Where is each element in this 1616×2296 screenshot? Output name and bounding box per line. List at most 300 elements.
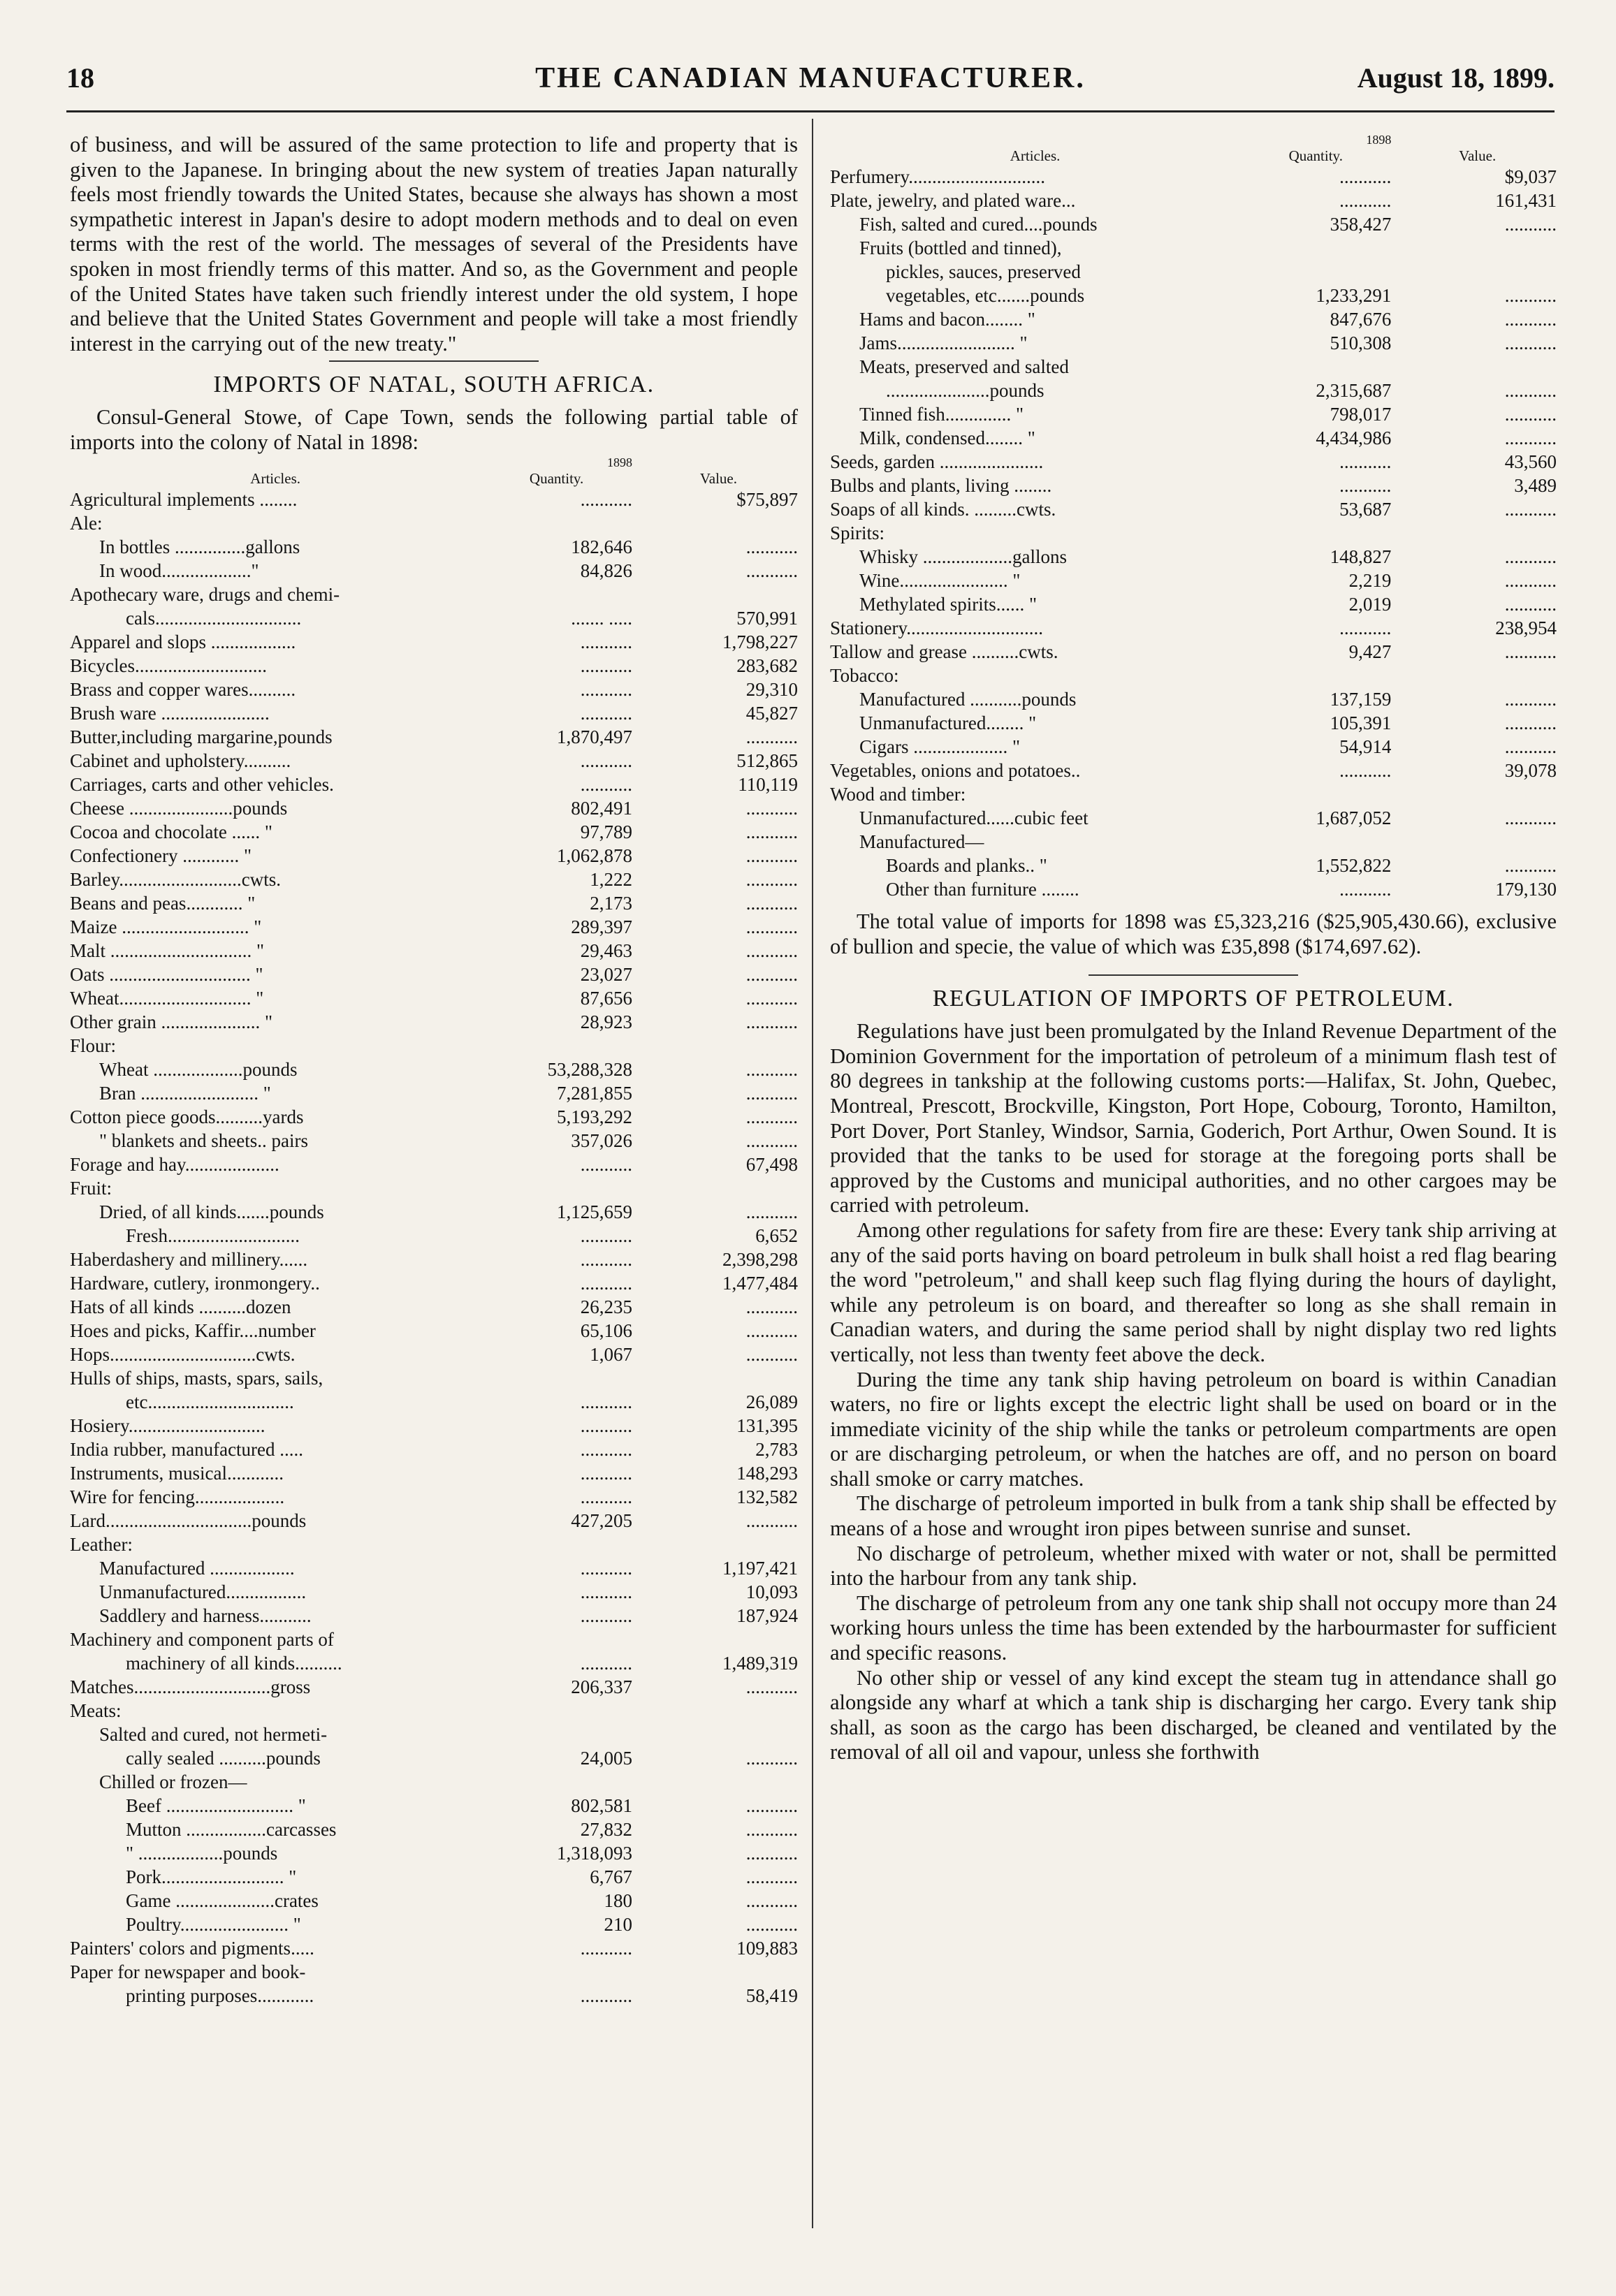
table-row	[70, 1889, 798, 1913]
value-cell	[639, 1628, 798, 1651]
value-cell: ...........	[745, 1913, 798, 1935]
quantity-cell: 105,391	[1330, 712, 1392, 733]
section-rule	[1089, 974, 1298, 976]
year-label: 1898	[606, 455, 632, 469]
quantity-cell: ...........	[580, 1248, 632, 1270]
value-cell: 2,783	[755, 1438, 798, 1460]
article-cell: Chilled or frozen—	[99, 1771, 247, 1792]
table-row	[70, 1651, 798, 1675]
quantity-cell: 847,676	[1330, 309, 1392, 330]
value-cell: ...........	[745, 1794, 798, 1816]
value-cell: 148,293	[736, 1462, 798, 1484]
value-cell	[639, 1960, 798, 1984]
value-header: Value.	[1459, 147, 1497, 164]
table-row	[70, 535, 798, 559]
quantity-cell: ...........	[580, 1652, 632, 1674]
value-cell: 29,310	[745, 678, 798, 700]
value-cell: ...........	[1504, 499, 1557, 520]
table-row	[830, 830, 1557, 854]
article-cell: Other than furniture ........	[886, 879, 1079, 900]
table-row	[70, 773, 798, 796]
article-paragraph: The discharge of petroleum from any one tank ship shall not occupy more than 24 working hours unless the time has been extended by the harbourmaster for sufficient and specific reasons.	[830, 1591, 1557, 1665]
article-cell: Brass and copper wares..........	[70, 678, 296, 700]
value-cell	[639, 1034, 798, 1058]
value-cell	[639, 1533, 798, 1556]
value-cell: ...........	[745, 1296, 798, 1317]
article-cell: cally sealed ..........pounds	[126, 1747, 321, 1769]
quantity-cell: 510,308	[1330, 332, 1392, 353]
article-cell: Apothecary ware, drugs and chemi-	[70, 583, 340, 605]
quantity-cell: ...........	[580, 655, 632, 676]
quantity-cell: ...........	[580, 1391, 632, 1412]
table-row	[70, 1129, 798, 1153]
value-cell	[639, 1770, 798, 1794]
article-cell: Whisky ...................gallons	[859, 546, 1067, 567]
article-cell: Other grain ..................... "	[70, 1011, 272, 1032]
value-cell: ...........	[1504, 214, 1557, 235]
value-cell	[1398, 830, 1557, 854]
article-cell: Spirits:	[830, 522, 885, 543]
quantity-cell: ...........	[580, 1937, 632, 1959]
quantity-cell: ...........	[580, 1414, 632, 1436]
quantity-cell: 798,017	[1330, 404, 1392, 425]
table-row	[70, 1865, 798, 1889]
article-cell: Game .....................crates	[126, 1889, 319, 1911]
value-cell: ...........	[745, 1058, 798, 1080]
value-cell: 43,560	[1504, 451, 1557, 472]
table-row	[70, 986, 798, 1010]
article-cell: printing purposes............	[126, 1984, 314, 2006]
quantity-header	[481, 455, 639, 488]
article-cell: Cotton piece goods..........yards	[70, 1106, 304, 1127]
article-cell: Butter,including margarine,pounds	[70, 726, 333, 747]
left-column	[70, 133, 798, 2008]
article-cell: ......................pounds	[886, 380, 1044, 401]
value-cell: 179,130	[1495, 879, 1557, 900]
article-cell: Forage and hay....................	[70, 1153, 279, 1175]
value-cell: ...........	[745, 963, 798, 985]
quantity-cell: 53,687	[1339, 499, 1392, 520]
article-cell: Cocoa and chocolate ...... "	[70, 821, 272, 842]
quantity-cell: 1,125,659	[556, 1201, 632, 1222]
value-cell: 1,477,484	[722, 1272, 798, 1294]
table-row	[70, 820, 798, 844]
article-cell: Stationery.............................	[830, 617, 1043, 638]
value-cell: 283,682	[736, 655, 798, 676]
article-cell: Boards and planks.. "	[886, 855, 1047, 876]
article-cell: Unmanufactured.................	[99, 1581, 307, 1602]
table-row	[70, 1604, 798, 1628]
article-cell: Meats:	[70, 1699, 122, 1721]
quantity-cell: ...........	[580, 1557, 632, 1579]
table-row	[70, 1841, 798, 1865]
table-row	[70, 488, 798, 511]
value-cell: 1,197,421	[722, 1557, 798, 1579]
total-imports-paragraph: The total value of imports for 1898 was £5,323,216 ($25,905,430.66), exclusive of bullion and specie, the value of which was £35,898 ($174,697.62).	[830, 909, 1557, 958]
article-cell: Mutton .................carcasses	[126, 1818, 337, 1840]
article-cell: Painters' colors and pigments.....	[70, 1937, 314, 1959]
quantity-cell	[1240, 260, 1398, 284]
article-cell: Hops...............................cwts.	[70, 1343, 296, 1365]
value-cell: ...........	[745, 939, 798, 961]
quantity-cell: 206,337	[571, 1676, 632, 1697]
quantity-cell	[481, 511, 639, 535]
page-number: 18	[66, 62, 94, 94]
table-row	[830, 236, 1557, 260]
value-cell: ...........	[1504, 641, 1557, 662]
value-cell: 187,924	[736, 1604, 798, 1626]
table-row	[70, 1153, 798, 1176]
year-label: 1898	[1366, 133, 1392, 147]
table-row	[70, 630, 798, 654]
quantity-cell	[481, 1176, 639, 1200]
table-row	[70, 1176, 798, 1200]
article-cell: Instruments, musical............	[70, 1462, 284, 1484]
quantity-cell: 97,789	[580, 821, 632, 842]
article-cell: Hams and bacon........ "	[859, 309, 1035, 330]
table-row	[70, 1485, 798, 1509]
article-cell: Plate, jewelry, and plated ware...	[830, 190, 1076, 211]
table-row	[830, 450, 1557, 474]
quantity-cell	[481, 1628, 639, 1651]
value-cell: $9,037	[1504, 166, 1557, 187]
table-row	[70, 891, 798, 915]
table-row	[830, 806, 1557, 830]
table-row	[70, 1390, 798, 1414]
article-cell: In wood..................."	[99, 560, 259, 581]
value-cell: 110,119	[738, 773, 798, 795]
table-row	[70, 1200, 798, 1224]
table-row	[70, 844, 798, 868]
header-rule	[66, 110, 1555, 112]
quantity-cell: ...........	[580, 1153, 632, 1175]
quantity-cell: 180	[604, 1889, 632, 1911]
value-cell: ...........	[745, 1011, 798, 1032]
article-cell: " blankets and sheets.. pairs	[99, 1129, 308, 1151]
table-row	[70, 654, 798, 678]
article-cell: Hosiery.............................	[70, 1414, 265, 1436]
value-cell: ...........	[1504, 570, 1557, 591]
value-cell: $75,897	[736, 488, 798, 510]
article-cell: Salted and cured, not hermeti-	[99, 1723, 328, 1745]
table-row	[70, 1034, 798, 1058]
table-row	[70, 1675, 798, 1699]
value-cell: ...........	[1504, 380, 1557, 401]
quantity-cell: 357,026	[571, 1129, 632, 1151]
quantity-cell	[1240, 664, 1398, 687]
quantity-cell: 26,235	[580, 1296, 632, 1317]
value-cell: ...........	[745, 1106, 798, 1127]
article-cell: Beef ........................... "	[126, 1794, 306, 1816]
column-divider	[812, 119, 813, 2228]
article-cell: Poultry....................... "	[126, 1913, 301, 1935]
article-cell: Hulls of ships, masts, spars, sails,	[70, 1367, 323, 1389]
table-row	[70, 1556, 798, 1580]
value-cell: ...........	[745, 987, 798, 1009]
quantity-cell: 53,288,328	[547, 1058, 632, 1080]
value-cell: ...........	[745, 1842, 798, 1864]
article-cell: Paper for newspaper and book-	[70, 1961, 306, 1982]
table-row	[830, 735, 1557, 759]
table-row	[830, 592, 1557, 616]
article-cell: Manufactured ..................	[99, 1557, 295, 1579]
quantity-cell: ...........	[1339, 166, 1392, 187]
table-row	[70, 1010, 798, 1034]
article-cell: Brush ware .......................	[70, 702, 270, 724]
article-cell: Dried, of all kinds.......pounds	[99, 1201, 324, 1222]
value-cell	[1398, 782, 1557, 806]
value-cell: 2,398,298	[722, 1248, 798, 1270]
article-cell: Wheat ...................pounds	[99, 1058, 298, 1080]
table-row	[70, 1319, 798, 1343]
table-row	[830, 687, 1557, 711]
article-cell: machinery of all kinds..........	[126, 1652, 342, 1674]
value-cell: 161,431	[1495, 190, 1557, 211]
table-row	[70, 583, 798, 606]
quantity-cell: 148,827	[1330, 546, 1392, 567]
article-cell: Manufactured—	[859, 831, 984, 852]
value-cell: ...........	[745, 1889, 798, 1911]
table-row	[830, 260, 1557, 284]
quantity-cell: ...........	[580, 488, 632, 510]
table-row	[830, 640, 1557, 664]
value-cell: 570,991	[736, 607, 798, 629]
value-cell: ...........	[745, 1818, 798, 1840]
article-cell: vegetables, etc.......pounds	[886, 285, 1085, 306]
quantity-header-label: Quantity.	[529, 469, 584, 487]
quantity-cell: 23,027	[580, 963, 632, 985]
article-cell: Apparel and slops ..................	[70, 631, 296, 652]
quantity-cell: ...........	[1339, 617, 1392, 638]
table-row	[70, 915, 798, 939]
quantity-cell: 1,067	[590, 1343, 632, 1365]
article-cell: Perfumery.............................	[830, 166, 1045, 187]
quantity-cell: 2,219	[1348, 570, 1392, 591]
table-row	[70, 678, 798, 701]
table-row	[830, 616, 1557, 640]
quantity-cell: 27,832	[580, 1818, 632, 1840]
section-rule	[329, 360, 539, 362]
table-row	[830, 545, 1557, 569]
article-cell: Bulbs and plants, living ........	[830, 475, 1052, 496]
quantity-cell: 1,318,093	[556, 1842, 632, 1864]
table-row	[830, 331, 1557, 355]
value-cell: ...........	[1504, 594, 1557, 615]
value-cell: 10,093	[745, 1581, 798, 1602]
table-row	[830, 854, 1557, 877]
table-row	[830, 307, 1557, 331]
natal-imports-heading: IMPORTS OF NATAL, SOUTH AFRICA.	[213, 372, 655, 398]
value-cell: 58,419	[745, 1984, 798, 2006]
article-paragraph: No other ship or vessel of any kind except the steam tug in attendance shall go alongside any wharf at which a tank ship is discharging her cargo. Every tank ship shall, as soon as the cargo has been discharged, be cleaned and ventilated by the removal of all oil and vapour, unless she forthwith	[830, 1665, 1557, 1764]
value-cell: ...........	[1504, 546, 1557, 567]
quantity-cell: ...........	[580, 1224, 632, 1246]
quantity-cell: 802,581	[571, 1794, 632, 1816]
table-row	[70, 1105, 798, 1129]
table-row	[830, 569, 1557, 592]
article-cell: Wine....................... "	[859, 570, 1021, 591]
article-cell: Vegetables, onions and potatoes..	[830, 760, 1081, 781]
natal-imports-table	[70, 455, 798, 2008]
article-cell: Seeds, garden ......................	[830, 451, 1044, 472]
value-cell: ...........	[745, 1082, 798, 1104]
article-cell: Matches.............................gross	[70, 1676, 311, 1697]
quantity-cell: ...........	[580, 1486, 632, 1507]
table-row	[70, 1461, 798, 1485]
table-row	[70, 1818, 798, 1841]
value-cell: 6,652	[755, 1224, 798, 1246]
article-cell: Tobacco:	[830, 665, 899, 686]
table-row	[70, 1271, 798, 1295]
table-header-row	[70, 455, 798, 488]
table-row	[70, 1438, 798, 1461]
article-cell: Leather:	[70, 1533, 133, 1555]
value-cell	[639, 511, 798, 535]
article-cell: Malt .............................. "	[70, 939, 265, 961]
table-row	[70, 1794, 798, 1818]
quantity-header-label: Quantity.	[1288, 147, 1343, 164]
value-cell	[639, 1366, 798, 1390]
quantity-cell: ...........	[580, 1462, 632, 1484]
article-cell: Confectionery ............ "	[70, 844, 252, 866]
value-cell: ...........	[745, 1343, 798, 1365]
table-header-row	[830, 133, 1557, 165]
table-row	[70, 1081, 798, 1105]
table-row	[70, 1699, 798, 1723]
value-cell: ...........	[745, 1509, 798, 1531]
quantity-cell: ...........	[1339, 190, 1392, 211]
article-cell: Tinned fish.............. "	[859, 404, 1024, 425]
article-cell: Saddlery and harness...........	[99, 1604, 312, 1626]
table-row	[70, 1770, 798, 1794]
quantity-cell: 137,159	[1330, 689, 1392, 710]
table-row	[830, 379, 1557, 402]
quantity-cell	[481, 1034, 639, 1058]
value-cell: ...........	[745, 726, 798, 747]
table-row	[70, 559, 798, 583]
article-cell: Fruits (bottled and tinned),	[859, 237, 1062, 258]
article-cell: Ale:	[70, 512, 103, 534]
value-header: Value.	[699, 469, 737, 487]
table-row	[830, 877, 1557, 901]
quantity-cell: 84,826	[580, 560, 632, 581]
table-row	[70, 1746, 798, 1770]
table-row	[70, 939, 798, 963]
article-cell: India rubber, manufactured .....	[70, 1438, 304, 1460]
table-row	[830, 355, 1557, 379]
value-cell	[1398, 521, 1557, 545]
value-cell: 67,498	[745, 1153, 798, 1175]
article-cell: Haberdashery and millinery......	[70, 1248, 308, 1270]
quantity-cell: 54,914	[1339, 736, 1392, 757]
article-cell: Manufactured ...........pounds	[859, 689, 1077, 710]
article-cell: Wire for fencing...................	[70, 1486, 285, 1507]
value-cell: ...........	[745, 1676, 798, 1697]
article-cell: pickles, sauces, preserved	[886, 261, 1081, 282]
article-cell: Fresh............................	[126, 1224, 300, 1246]
table-row	[70, 725, 798, 749]
article-cell: Machinery and component parts of	[70, 1628, 334, 1650]
quantity-cell: 9,427	[1348, 641, 1392, 662]
value-cell: ...........	[745, 1866, 798, 1887]
table-row	[70, 1936, 798, 1960]
value-cell: ...........	[745, 797, 798, 819]
value-cell: 512,865	[736, 750, 798, 771]
table-row	[830, 165, 1557, 189]
table-row	[70, 963, 798, 986]
article-paragraph: Among other regulations for safety from fire are these: Every tank ship arriving at any of the said ports having on board petroleum in bulk shall hoist a red flag bearing the word "petroleum," and shall keep such flag flying during the hours of daylight, while any petroleum is on board, and thereafter so long as she shall remain in Canadian waters, and during the same period shall by night display two red lights vertically, not less than twenty feet above the deck.	[830, 1218, 1557, 1366]
quantity-cell: 29,463	[580, 939, 632, 961]
table-row	[70, 1366, 798, 1390]
value-cell	[1398, 260, 1557, 284]
masthead-title: THE CANADIAN MANUFACTURER.	[535, 62, 1086, 94]
table-row	[830, 212, 1557, 236]
value-cell: ...........	[745, 892, 798, 914]
quantity-cell: 1,222	[590, 868, 632, 890]
table-row	[70, 511, 798, 535]
article-cell: Milk, condensed........ "	[859, 427, 1035, 448]
table-row	[70, 606, 798, 630]
quantity-cell: ...........	[580, 678, 632, 700]
value-cell: 132,582	[736, 1486, 798, 1507]
value-cell: ...........	[745, 844, 798, 866]
intro-paragraph: of business, and will be assured of the same protection to life and property that is given to the Japanese. In bringing about the new system of treaties Japan naturally feels most friendly towards the United States, because she always has shown a most sympathetic interest in Japan's desire to adopt modern methods and to deal on even terms with the rest of the world. The messages of several of the Presidents have spoken in most friendly terms of this matter. And so, as the Government and people of the United States have taken such friendly interest under the old system, I hope and believe that the United States Government and people will take a most friendly interest in the carrying out of the new treaty."	[70, 133, 798, 356]
article-cell: Flour:	[70, 1034, 117, 1056]
article-cell: Meats, preserved and salted	[859, 356, 1069, 377]
value-cell: 109,883	[736, 1937, 798, 1959]
table-row	[830, 426, 1557, 450]
article-cell: cals...............................	[126, 607, 302, 629]
value-cell: 238,954	[1495, 617, 1557, 638]
value-cell: ...........	[1504, 309, 1557, 330]
table-row	[70, 1960, 798, 1984]
article-cell: In bottles ...............gallons	[99, 536, 300, 557]
value-cell	[1398, 236, 1557, 260]
quantity-cell: ....... .....	[571, 607, 632, 629]
quantity-cell: ...........	[580, 1581, 632, 1602]
value-cell: ...........	[1504, 736, 1557, 757]
quantity-cell	[481, 1533, 639, 1556]
consul-paragraph: Consul-General Stowe, of Cape Town, sends the following partial table of imports into the colony of Natal in 1898:	[70, 405, 798, 454]
articles-header: Articles.	[1010, 147, 1061, 164]
quantity-cell: 24,005	[580, 1747, 632, 1769]
value-cell: 3,489	[1514, 475, 1557, 496]
value-cell: ...........	[1504, 427, 1557, 448]
value-cell: ...........	[745, 536, 798, 557]
quantity-cell	[481, 1366, 639, 1390]
value-cell	[1398, 664, 1557, 687]
quantity-cell: 5,193,292	[556, 1106, 632, 1127]
article-paragraph: During the time any tank ship having petroleum on board is within Canadian waters, no fire or lights except the electric light shall be used on board or in the immediate vicinity of the ship while the tanks or petroleum compartments are open or are discharging petroleum, or when the hatches are off, and no person on board shall smoke or carry matches.	[830, 1367, 1557, 1491]
quantity-cell	[1240, 521, 1398, 545]
article-cell: Barley..........................cwts.	[70, 868, 281, 890]
article-cell: Cheese ......................pounds	[70, 797, 288, 819]
value-cell	[639, 1699, 798, 1723]
value-cell: ...........	[745, 1129, 798, 1151]
quantity-cell: 1,687,052	[1316, 807, 1392, 828]
quantity-cell	[481, 1960, 639, 1984]
table-row	[830, 474, 1557, 497]
article-cell: Hardware, cutlery, ironmongery..	[70, 1272, 320, 1294]
article-paragraph: The discharge of petroleum imported in bulk from a tank ship shall be effected by means of a hose and wrought iron pipes between sunrise and sunset.	[830, 1491, 1557, 1541]
value-cell: ...........	[1504, 404, 1557, 425]
table-row	[70, 1533, 798, 1556]
quantity-cell: 1,062,878	[556, 844, 632, 866]
quantity-cell: ...........	[580, 773, 632, 795]
table-row	[70, 1723, 798, 1746]
table-row	[830, 521, 1557, 545]
petroleum-article-body	[830, 1019, 1557, 1765]
